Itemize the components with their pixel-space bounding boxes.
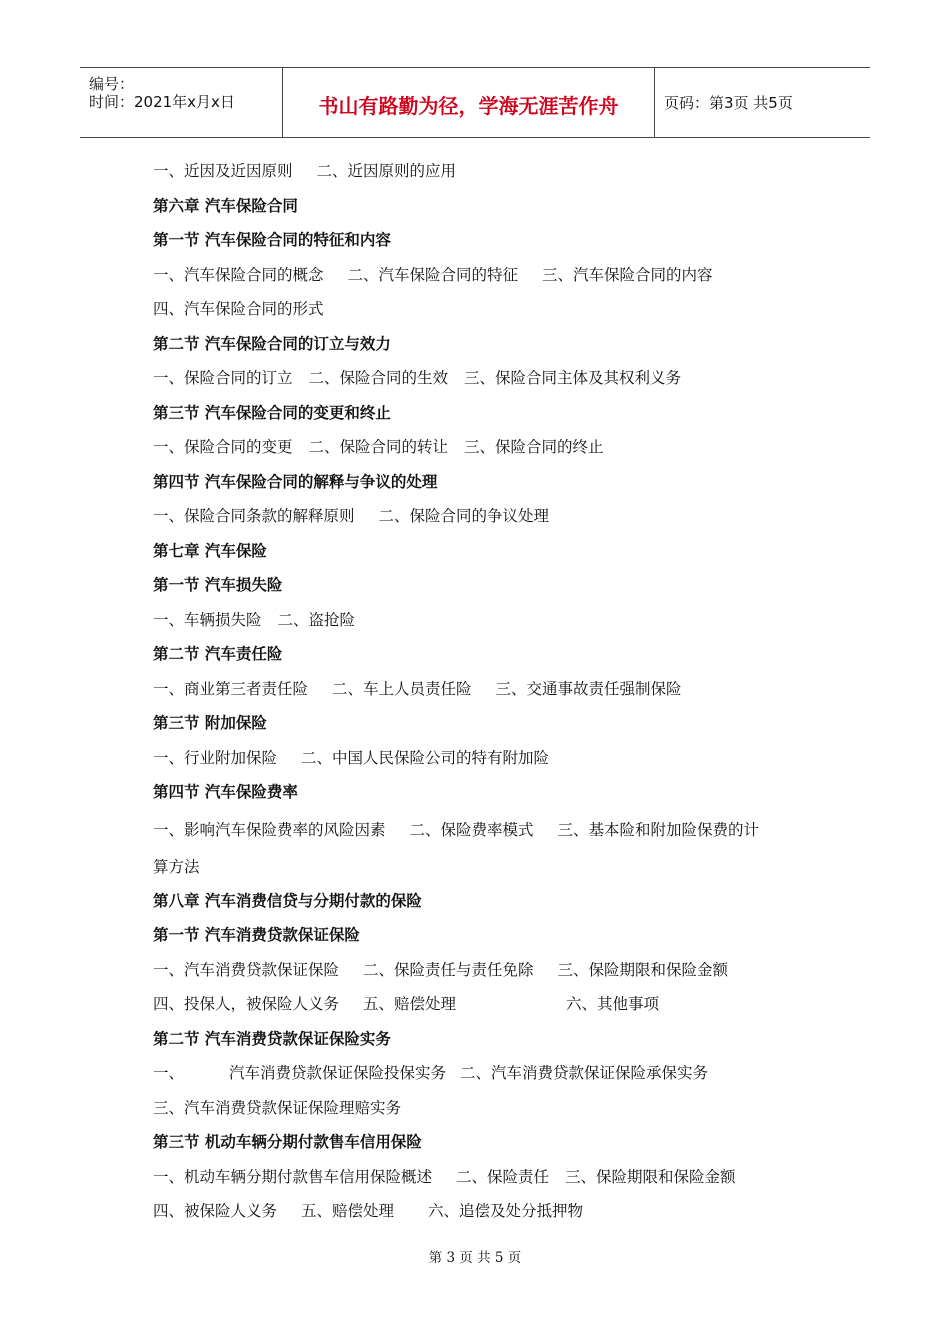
outline-line: [153, 955, 813, 990]
outline-item: 四、汽车保险合同的形式: [153, 300, 324, 318]
document-time-label: 时间：2021年x月x日: [89, 93, 235, 111]
outline-item: 二、保险责任: [456, 1167, 550, 1186]
outline-item: 二、中国人民保险公司的特有附加险: [301, 748, 550, 767]
outline-line: [153, 501, 813, 536]
outline-content: [153, 156, 813, 1231]
outline-item: 汽车消费贷款保证保险投保实务: [229, 1064, 447, 1082]
page-header: [80, 67, 870, 138]
outline-line: [153, 1162, 813, 1197]
outline-item: 二、盗抢险: [277, 610, 356, 629]
outline-item: 二、保险合同的生效: [308, 369, 449, 387]
outline-line: [153, 1093, 813, 1128]
section-heading: 第一节 汽车保险合同的特征和内容: [153, 231, 391, 249]
section-heading: 第三节 汽车保险合同的变更和终止: [153, 403, 391, 422]
header-left-cell: [80, 68, 282, 137]
section-heading: 第二节 汽车责任险: [153, 645, 283, 663]
outline-item: 三、保险合同的终止: [464, 438, 604, 456]
outline-item: 二、保险责任与责任免除: [363, 960, 534, 979]
section-heading: 第二节 汽车保险合同的订立与效力: [153, 334, 391, 353]
section-heading: 第八章 汽车消费信贷与分期付款的保险: [153, 891, 422, 910]
outline-line: [153, 432, 813, 467]
outline-item: 三、保险合同主体及其权利义务: [464, 369, 682, 387]
outline-line: [153, 260, 813, 295]
outline-line: [153, 1196, 813, 1231]
outline-line: [153, 156, 813, 191]
outline-item: 五、赔偿处理: [363, 995, 457, 1013]
section-heading: 第一节 汽车消费贷款保证保险: [153, 926, 360, 944]
document-number-label: 编号：: [89, 75, 135, 93]
outline-item: 三、交通事故责任强制保险: [495, 679, 682, 698]
outline-item: 一、保险合同的订立: [153, 369, 293, 387]
outline-item: 一、汽车保险合同的概念: [153, 265, 324, 284]
section-heading: 第一节 汽车损失险: [153, 576, 283, 594]
outline-line: [153, 363, 813, 398]
header-motto: 书山有路勤为径，学海无涯苦作舟: [318, 94, 619, 118]
outline-item: 一、保险合同的变更: [153, 438, 293, 456]
outline-line: [153, 674, 813, 709]
section-heading: 第四节 汽车保险费率: [153, 783, 298, 801]
outline-line: [153, 1058, 813, 1093]
outline-item: 二、保险合同的转让: [308, 438, 449, 456]
outline-item: 一、机动车辆分期付款售车信用保险概述: [153, 1167, 433, 1186]
outline-item: 一、商业第三者责任险: [153, 679, 309, 698]
outline-item: 四、被保险人义务: [153, 1202, 278, 1220]
header-page-info: 页码：第3页 共5页: [664, 94, 793, 112]
section-heading: 第四节 汽车保险合同的解释与争议的处理: [153, 472, 438, 491]
section-heading: 第七章 汽车保险: [153, 541, 267, 560]
outline-item: 五、赔偿处理: [301, 1202, 395, 1220]
outline-item: 二、汽车消费贷款保证保险承保实务: [460, 1064, 709, 1082]
section-heading: 第二节 汽车消费贷款保证保险实务: [153, 1029, 391, 1048]
header-right-cell: [655, 68, 870, 137]
header-middle-cell: [282, 68, 655, 137]
section-heading: 第三节 机动车辆分期付款售车信用保险: [153, 1133, 422, 1151]
outline-item: 一、: [153, 1064, 185, 1082]
section-heading: 第六章 汽车保险合同: [153, 196, 298, 215]
outline-item: 一、近因及近因原则: [153, 162, 293, 180]
outline-item: 一、车辆损失险: [153, 610, 262, 629]
outline-item: 二、车上人员责任险: [332, 679, 472, 698]
outline-line: [153, 812, 813, 849]
outline-item: 三、汽车消费贷款保证保险理赔实务: [153, 1098, 402, 1117]
page-footer: 第 3 页 共 5 页: [428, 1250, 522, 1266]
outline-item: 三、保险期限和保险金额: [557, 960, 729, 979]
outline-line: [153, 989, 813, 1024]
outline-item: 一、汽车消费贷款保证保险: [153, 960, 340, 979]
outline-item: 四、投保人，被保险人义务: [153, 995, 340, 1013]
outline-item: 一、影响汽车保险费率的风险因素: [153, 820, 386, 839]
outline-item: 二、近因原则的应用: [316, 162, 457, 180]
outline-item: 二、保险费率模式: [409, 820, 534, 839]
outline-line: [153, 294, 813, 329]
outline-line: [153, 849, 813, 886]
outline-item: 一、行业附加保险: [153, 748, 278, 767]
outline-item: 六、其他事项: [566, 995, 660, 1013]
outline-item: 算方法: [153, 857, 200, 876]
outline-line: [153, 605, 813, 640]
outline-item: 二、保险合同的争议处理: [378, 507, 550, 525]
outline-item: 二、汽车保险合同的特征: [347, 265, 519, 284]
outline-item: 三、保险期限和保险金额: [565, 1167, 736, 1186]
outline-item: 三、基本险和附加险保费的计: [557, 820, 760, 839]
outline-item: 三、汽车保险合同的内容: [542, 265, 713, 284]
outline-item: 六、追偿及处分抵押物: [428, 1202, 584, 1220]
outline-item: 一、保险合同条款的解释原则: [153, 507, 355, 525]
section-heading: 第三节 附加保险: [153, 714, 267, 732]
outline-line: [153, 743, 813, 778]
